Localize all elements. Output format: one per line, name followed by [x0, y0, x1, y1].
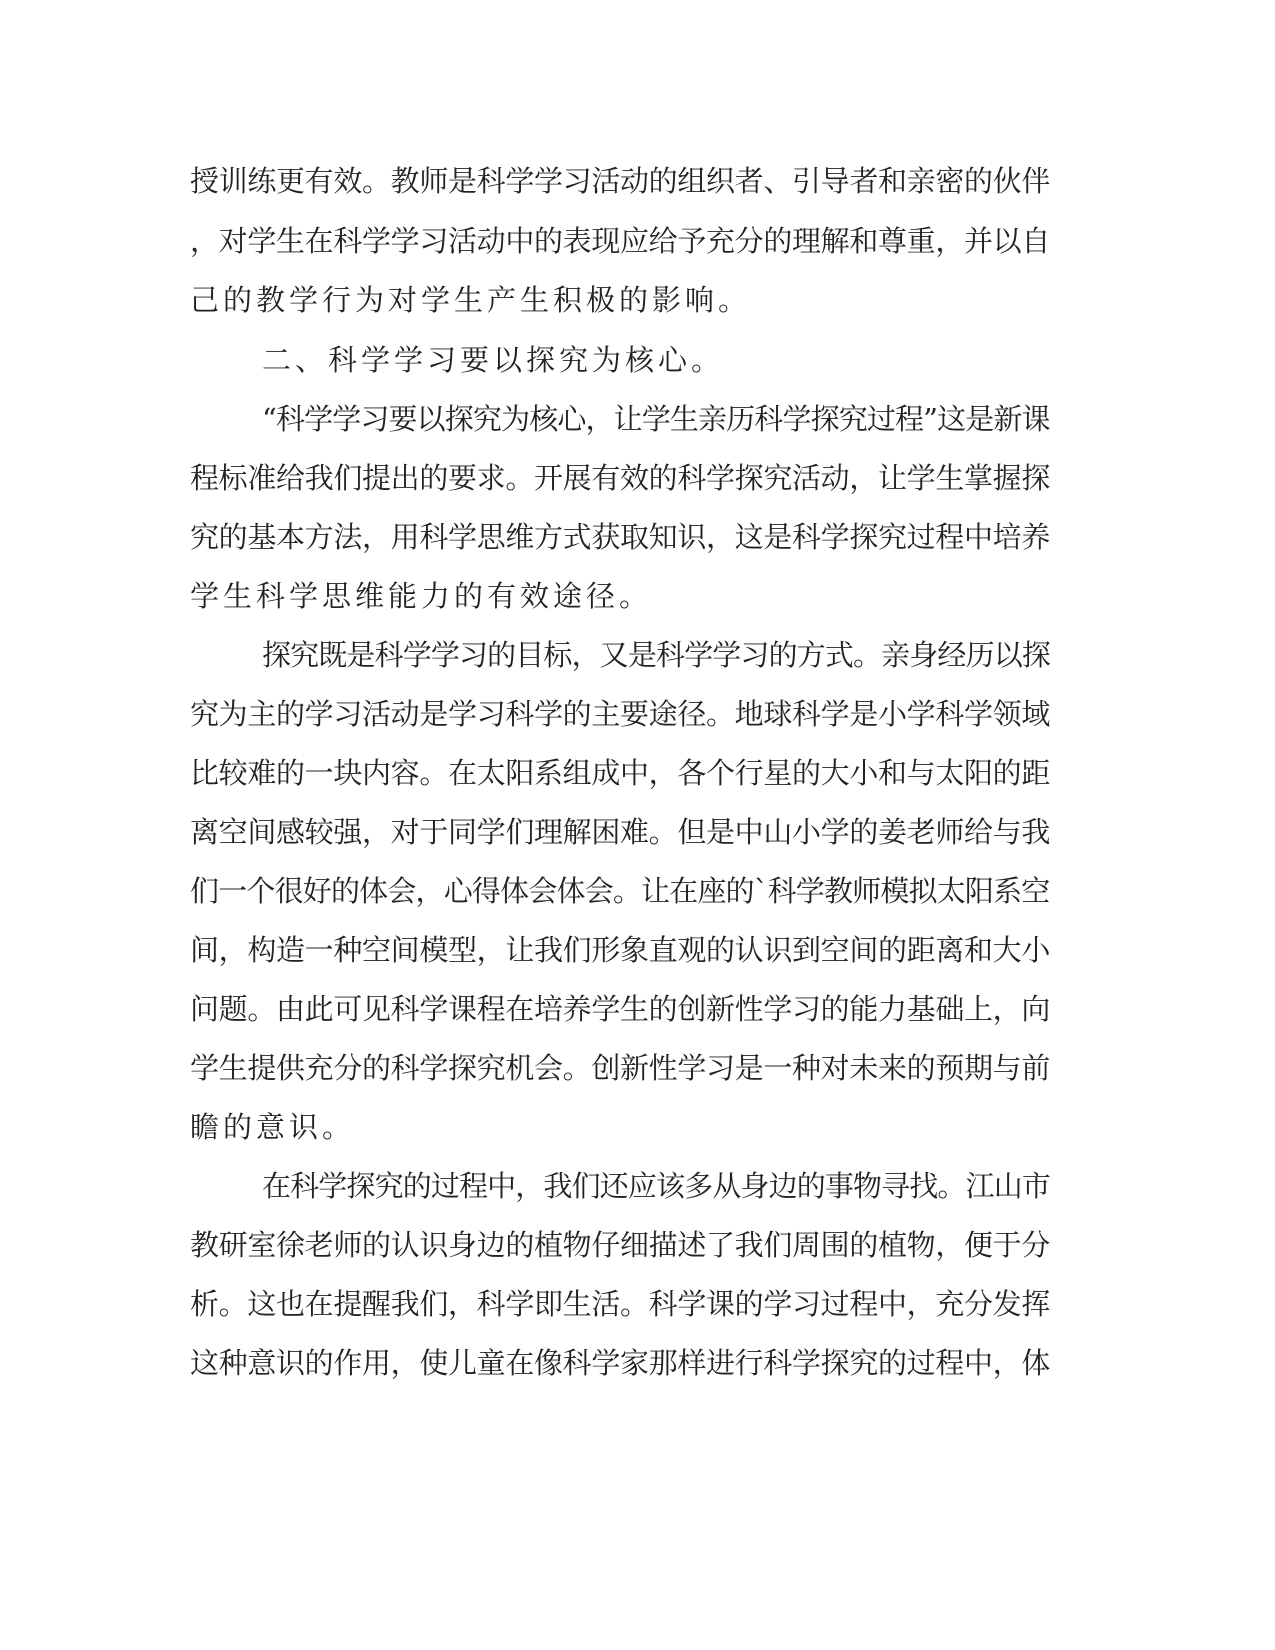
text-line: 究的基本方法，用科学思维方式获取知识，这是科学探究过程中培养 [190, 520, 1051, 554]
text-line: 析。这也在提醒我们，科学即生活。科学课的学习过程中，充分发挥 [190, 1287, 1051, 1321]
text-line: 瞻的意识。 [190, 1110, 356, 1144]
text-line: 学生提供充分的科学探究机会。创新性学习是一种对未来的预期与前 [190, 1051, 1051, 1085]
text-line: “科学学习要以探究为核心，让学生亲历科学探究过程”这是新课 [262, 402, 1050, 436]
text-line: 们一个很好的体会，心得体会体会。让在座的`科学教师模拟太阳系空 [190, 874, 1050, 908]
text-line: 己的教学行为对学生产生积极的影响。 [190, 283, 752, 317]
text-line: 授训练更有效。教师是科学学习活动的组织者、引导者和亲密的伙伴 [190, 164, 1051, 198]
text-line: 在科学探究的过程中，我们还应该多从身边的事物寻找。江山市 [262, 1169, 1051, 1203]
text-line: 问题。由此可见科学课程在培养学生的创新性学习的能力基础上，向 [190, 992, 1051, 1026]
text-line: 学生科学思维能力的有效途径。 [190, 579, 653, 613]
text-line: 这种意识的作用，使儿童在像科学家那样进行科学探究的过程中，体 [190, 1346, 1051, 1380]
text-line: 离空间感较强，对于同学们理解困难。但是中山小学的姜老师给与我 [190, 815, 1051, 849]
text-line: 究为主的学习活动是学习科学的主要途径。地球科学是小学科学领域 [190, 697, 1051, 731]
text-line: 教研室徐老师的认识身边的植物仔细描述了我们周围的植物，便于分 [190, 1228, 1051, 1262]
text-line: 探究既是科学学习的目标，又是科学学习的方式。亲身经历以探 [262, 638, 1051, 672]
text-line: 比较难的一块内容。在太阳系组成中，各个行星的大小和与太阳的距 [190, 756, 1051, 790]
text-line: 间，构造一种空间模型，让我们形象直观的认识到空间的距离和大小 [190, 933, 1051, 967]
text-line: 程标准给我们提出的要求。开展有效的科学探究活动，让学生掌握探 [190, 461, 1051, 495]
section-heading: 二、科学学习要以探究为核心。 [262, 343, 725, 377]
text-line: ，对学生在科学学习活动中的表现应给予充分的理解和尊重，并以自 [190, 224, 1051, 258]
